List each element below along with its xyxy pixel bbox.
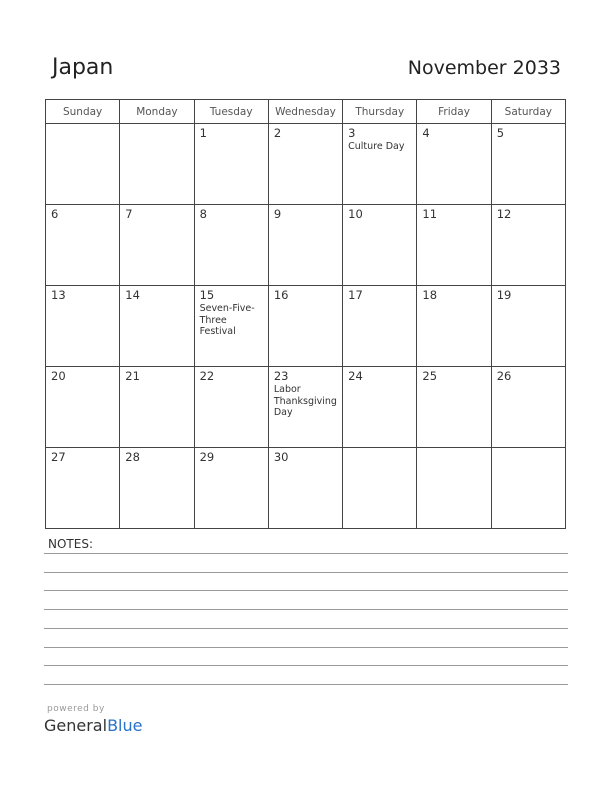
- day-number: 20: [51, 369, 66, 383]
- day-number: 22: [199, 369, 215, 383]
- day-number: 27: [51, 450, 66, 464]
- week-row: [46, 205, 566, 286]
- weekday-wednesday: Wednesday: [268, 100, 342, 124]
- note-line: [44, 684, 568, 685]
- day-cell: [491, 205, 565, 286]
- day-cell: [46, 286, 120, 367]
- day-cell: [268, 448, 342, 529]
- day-cell: [343, 286, 417, 367]
- day-cell: [194, 286, 268, 367]
- notes-label: NOTES:: [48, 537, 93, 551]
- day-cell: [194, 124, 268, 205]
- brand-general: General: [44, 716, 108, 735]
- day-number: 12: [496, 207, 512, 221]
- empty-day-cell: [343, 448, 417, 529]
- note-line: [44, 572, 568, 573]
- note-line: [44, 628, 568, 629]
- day-number: 28: [125, 450, 140, 464]
- day-number: 24: [348, 369, 363, 383]
- note-line: [44, 647, 568, 648]
- day-cell: [46, 448, 120, 529]
- day-number: 11: [422, 207, 438, 221]
- day-number: 26: [496, 369, 512, 383]
- day-number: 23: [273, 369, 289, 383]
- note-line: [44, 590, 568, 591]
- day-number: 17: [348, 288, 363, 302]
- day-number: 7: [125, 207, 133, 221]
- day-cell: [46, 205, 120, 286]
- day-number: 4: [422, 126, 430, 140]
- day-number: 14: [125, 288, 140, 302]
- day-number: 10: [348, 207, 363, 221]
- note-line: [44, 553, 568, 554]
- weekday-friday: Friday: [417, 100, 491, 124]
- day-number: 9: [273, 207, 282, 221]
- holiday-label: Labor Thanksgiving Day: [273, 384, 337, 418]
- week-row: [46, 367, 566, 448]
- note-line: [44, 609, 568, 610]
- weekday-saturday: Saturday: [491, 100, 565, 124]
- empty-day-cell: [46, 124, 120, 205]
- brand-logo: [44, 716, 142, 735]
- day-number: 21: [125, 369, 140, 383]
- day-number: 13: [51, 288, 66, 302]
- day-number: 15: [199, 288, 215, 302]
- powered-by-text: powered by: [47, 704, 105, 714]
- weekday-thursday: Thursday: [343, 100, 417, 124]
- empty-day-cell: [120, 124, 194, 205]
- day-number: 2: [273, 126, 282, 140]
- day-cell: [120, 367, 194, 448]
- day-number: 3: [348, 126, 356, 140]
- day-cell: [120, 448, 194, 529]
- day-number: 25: [422, 369, 438, 383]
- weekday-sunday: Sunday: [46, 100, 120, 124]
- day-cell: [268, 124, 342, 205]
- weekday-tuesday: Tuesday: [194, 100, 268, 124]
- day-cell: [417, 367, 491, 448]
- calendar-grid: [45, 99, 566, 529]
- day-cell: [46, 367, 120, 448]
- day-cell: [343, 124, 417, 205]
- day-cell: [120, 286, 194, 367]
- day-cell: [491, 367, 565, 448]
- week-row: [46, 286, 566, 367]
- holiday-label: Culture Day: [348, 141, 405, 152]
- day-number: 16: [273, 288, 289, 302]
- day-cell: [343, 367, 417, 448]
- note-line: [44, 665, 568, 666]
- day-cell: [194, 205, 268, 286]
- empty-day-cell: [491, 448, 565, 529]
- day-number: 30: [273, 450, 289, 464]
- day-number: 29: [199, 450, 215, 464]
- day-number: 19: [496, 288, 512, 302]
- day-cell: [268, 367, 342, 448]
- weekday-monday: Monday: [120, 100, 194, 124]
- day-cell: [194, 367, 268, 448]
- holiday-label: Seven-Five- Three Festival: [199, 303, 255, 337]
- day-cell: [417, 124, 491, 205]
- day-cell: [120, 205, 194, 286]
- month-title: November 2033: [407, 57, 561, 79]
- day-cell: [417, 286, 491, 367]
- day-cell: [268, 286, 342, 367]
- day-number: 8: [199, 207, 207, 221]
- day-cell: [491, 124, 565, 205]
- country-title: Japan: [52, 55, 114, 80]
- day-cell: [417, 205, 491, 286]
- day-number: 5: [496, 126, 505, 140]
- day-cell: [268, 205, 342, 286]
- brand-blue: Blue: [107, 716, 143, 735]
- day-number: 6: [51, 207, 59, 221]
- week-row: [46, 124, 566, 205]
- day-cell: [491, 286, 565, 367]
- day-cell: [343, 205, 417, 286]
- day-number: 1: [199, 126, 207, 140]
- day-cell: [194, 448, 268, 529]
- day-number: 18: [422, 288, 438, 302]
- empty-day-cell: [417, 448, 491, 529]
- week-row: [46, 448, 566, 529]
- weekday-header-row: [46, 100, 566, 124]
